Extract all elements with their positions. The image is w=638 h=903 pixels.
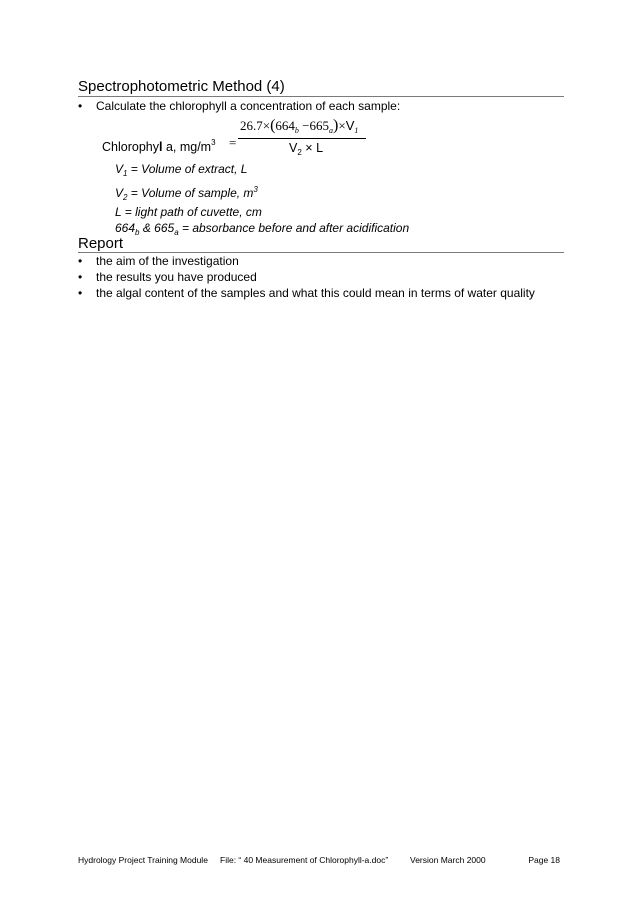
formula-label-suffix: a, mg/m [162, 140, 212, 154]
definition-absorbance [115, 221, 409, 241]
minus-sign: − [302, 118, 310, 133]
v1-symbol: V [345, 118, 355, 133]
formula-label-prefix: Chlorophy [102, 140, 159, 154]
def-sub: b [135, 227, 140, 237]
def-sub: 2 [123, 192, 128, 202]
def-symbol: V [115, 185, 124, 200]
formula-numerator [240, 118, 358, 138]
formula-label-sup: 3 [211, 138, 216, 147]
term-664-sub: b [294, 126, 299, 135]
times-sign: × [262, 118, 271, 133]
formula-denominator [289, 141, 323, 160]
def-sup: 3 [253, 184, 258, 194]
footer-file: File: “ 40 Measurement of Chlorophyll-a.doc” [220, 855, 389, 865]
def-symbol: V [115, 162, 124, 176]
term-665: 665 [309, 118, 330, 133]
den-l: L [316, 141, 324, 155]
formula-label [102, 135, 216, 155]
formula-label-bold: l [158, 140, 163, 154]
den-v: V [289, 141, 298, 155]
den-v-sub: 2 [297, 148, 302, 157]
footer-version: Version March 2000 [410, 855, 486, 865]
footer-page-number: Page 18 [528, 855, 560, 865]
fraction-line [238, 138, 366, 139]
footer-module: Hydrology Project Training Module [78, 855, 208, 865]
term-664: 664 [275, 118, 295, 133]
heading-rule [78, 252, 564, 253]
def-symbol: 664 [115, 220, 136, 235]
bullet-icon: • [78, 270, 83, 284]
section-heading-report: Report [78, 235, 124, 252]
equals-sign: = [229, 135, 237, 150]
term-665-sub: a [329, 126, 334, 135]
variable-definitions [115, 162, 409, 240]
bullet-icon: • [78, 286, 83, 300]
definition-l [115, 205, 409, 221]
def-symbol-2: & 665 [139, 220, 175, 235]
v1-sub: 1 [354, 126, 359, 135]
den-times: × [305, 141, 313, 155]
def-sub: 1 [123, 169, 128, 178]
paren-open: ( [270, 117, 276, 134]
list-item-text: Calculate the chlorophyll a concentration of each sample: [96, 99, 401, 113]
definition-v1 [115, 162, 409, 182]
def-text: = absorbance before and after acidification [178, 220, 410, 235]
def-text: L = light path of cuvette, cm [115, 205, 262, 219]
list-item-text: the aim of the investigation [96, 254, 239, 268]
coef: 26.7 [240, 118, 263, 133]
list-item-text: the results you have produced [96, 270, 257, 284]
def-sub-2: a [174, 227, 179, 237]
def-text: = Volume of sample, m [127, 185, 254, 200]
def-text: = Volume of extract, L [127, 162, 248, 176]
times-sign-2: × [338, 118, 346, 133]
list-item-text: the algal content of the samples and what this could mean in terms of water quality [96, 286, 535, 300]
definition-v2 [115, 182, 409, 206]
bullet-icon: • [78, 99, 83, 113]
section-heading-method: Spectrophotometric Method (4) [78, 78, 285, 95]
bullet-icon: • [78, 254, 83, 268]
heading-rule [78, 96, 564, 97]
paren-close: ) [333, 117, 339, 134]
